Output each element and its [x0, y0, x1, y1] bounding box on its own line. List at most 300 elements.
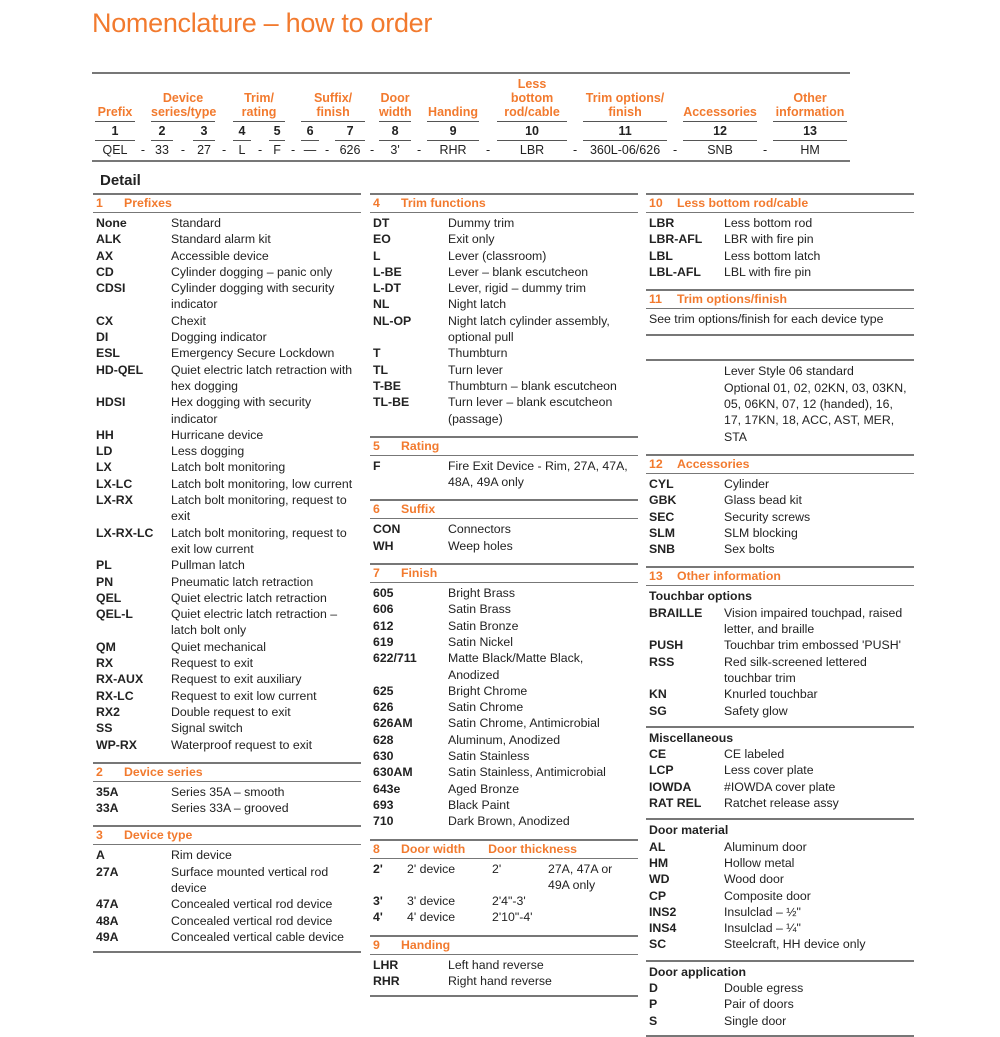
- option-description: Latch bolt monitoring: [171, 460, 286, 475]
- option-row: [373, 732, 635, 748]
- option-description: Knurled touchbar: [724, 687, 818, 702]
- option-code: 2': [373, 861, 383, 876]
- option-description: Insulclad – ¼": [724, 921, 801, 936]
- section-block: [93, 213, 361, 756]
- order-example-value: 33: [155, 143, 169, 157]
- order-gap: [218, 122, 230, 141]
- option-row: [649, 605, 911, 638]
- block-subtitle: Touchbar options: [649, 589, 752, 604]
- order-separator: -: [416, 143, 422, 157]
- option-row: [649, 525, 911, 541]
- option-row: [373, 231, 635, 247]
- order-position-label: 3: [193, 122, 215, 141]
- order-group-label: Other information: [773, 88, 847, 122]
- order-position-number: [494, 122, 570, 141]
- option-description: Bright Chrome: [448, 683, 528, 698]
- option-row: [649, 492, 911, 508]
- option-description: Satin Brass: [448, 602, 511, 617]
- option-description: Aged Bronze: [448, 781, 520, 796]
- option-description: Waterproof request to exit: [171, 737, 313, 752]
- thickness-note: [548, 893, 635, 909]
- option-description: Chexit: [171, 313, 206, 328]
- section-block: [370, 859, 638, 929]
- option-description: Quiet electric latch retraction – latch bolt only: [171, 607, 338, 638]
- option-code: D: [649, 980, 658, 995]
- option-row: [373, 394, 635, 427]
- section-block: [646, 213, 914, 283]
- option-row: [96, 557, 358, 573]
- option-code: 622/711: [373, 651, 417, 666]
- option-code: WP-RX: [96, 737, 137, 752]
- option-code: LBR: [649, 216, 675, 230]
- option-description: Satin Nickel: [448, 634, 513, 649]
- order-gap: [482, 73, 494, 122]
- option-description: Quiet electric latch retraction with hex dogging: [171, 362, 353, 393]
- option-code: 47A: [96, 897, 119, 912]
- option-description: Surface mounted vertical rod device: [171, 864, 329, 895]
- option-row: [96, 688, 358, 704]
- option-code: CP: [649, 888, 667, 903]
- option-code: LX: [96, 460, 112, 475]
- option-row: [649, 264, 911, 280]
- option-description: Double request to exit: [171, 704, 291, 719]
- door-thickness: 2': [492, 861, 502, 876]
- option-description: Dogging indicator: [171, 330, 267, 345]
- option-row: [96, 248, 358, 264]
- order-position-label: 4: [233, 122, 251, 141]
- order-position-label: 10: [497, 122, 567, 141]
- order-example-value: QEL: [102, 143, 128, 157]
- option-code: 606: [373, 602, 394, 617]
- order-header-row: [92, 73, 850, 122]
- section-number: 13: [649, 569, 663, 584]
- order-position-number: [332, 122, 368, 141]
- option-description: Satin Stainless: [448, 749, 530, 764]
- option-code: INS4: [649, 921, 677, 936]
- option-code: TL-BE: [373, 395, 410, 410]
- option-code: 626: [373, 700, 394, 715]
- option-code: T-BE: [373, 378, 402, 393]
- order-group-header: [298, 73, 368, 122]
- option-code: CON: [373, 522, 401, 537]
- option-description: Cylinder: [724, 476, 770, 491]
- option-code: 630AM: [373, 765, 413, 780]
- option-code: QEL-L: [96, 607, 133, 622]
- option-row: [96, 525, 358, 558]
- option-row: [373, 521, 635, 537]
- option-row: [373, 313, 635, 346]
- option-description: Left hand reverse: [448, 957, 544, 972]
- order-position-label: 12: [683, 122, 757, 141]
- option-row: [649, 980, 911, 996]
- option-code: KN: [649, 687, 667, 702]
- order-gap: [368, 73, 376, 122]
- option-code: SNB: [649, 542, 675, 557]
- order-group-label: Less bottom rod/cable: [497, 74, 567, 122]
- option-row: [649, 762, 911, 778]
- block-subtitle: Miscellaneous: [649, 730, 734, 745]
- option-row: [649, 746, 911, 762]
- order-group-header: [92, 73, 138, 122]
- order-position-number: [230, 122, 254, 141]
- section-title: Rating: [401, 438, 440, 453]
- order-gap: [288, 73, 298, 122]
- option-row: [649, 654, 911, 687]
- option-row: [649, 936, 911, 952]
- order-separator: -: [324, 143, 330, 157]
- option-code: CD: [96, 264, 114, 279]
- option-code: QEL: [96, 590, 122, 605]
- option-code: HM: [649, 855, 669, 870]
- order-separator: -: [485, 143, 491, 157]
- order-gap: [322, 122, 332, 141]
- option-description: Dark Brown, Anodized: [448, 814, 570, 829]
- option-code: GBK: [649, 493, 677, 508]
- order-separator: -: [180, 143, 186, 157]
- option-code: 626AM: [373, 716, 413, 731]
- order-separator: -: [290, 143, 296, 157]
- option-description: Less bottom rod: [724, 216, 813, 230]
- option-description: Latch bolt monitoring, low current: [171, 476, 353, 491]
- section-number: 2: [96, 764, 103, 779]
- option-code: AL: [649, 839, 666, 854]
- section-number: 9: [373, 937, 380, 952]
- section-block: [646, 586, 914, 721]
- option-row: [96, 459, 358, 475]
- option-code: 625: [373, 683, 394, 698]
- section-header: [370, 935, 638, 955]
- option-row: [649, 996, 911, 1012]
- option-description: Thumbturn – blank escutcheon: [448, 378, 617, 393]
- option-code: TL: [373, 362, 389, 377]
- option-code: 27A: [96, 864, 119, 879]
- option-row: [96, 864, 358, 897]
- option-code: WD: [649, 872, 670, 887]
- option-code: L: [373, 248, 381, 263]
- option-row: [373, 973, 635, 989]
- option-code: RSS: [649, 654, 675, 669]
- order-example-value: HM: [800, 143, 820, 157]
- option-description: Exit only: [448, 232, 495, 247]
- section-title: Accessories: [677, 456, 750, 471]
- option-row: [649, 380, 911, 445]
- option-description: Hex dogging with security indicator: [171, 395, 312, 426]
- option-code: RX-LC: [96, 688, 134, 703]
- option-description: Less dogging: [171, 444, 245, 459]
- section-header: [370, 499, 638, 519]
- option-description: LBR with fire pin: [724, 232, 814, 247]
- option-code: LBR-AFL: [649, 232, 703, 247]
- option-row: [649, 248, 911, 264]
- order-gap: [138, 73, 148, 122]
- order-position-number: [92, 122, 138, 141]
- option-row: [96, 313, 358, 329]
- order-position-number: [148, 122, 176, 141]
- section-block: [646, 309, 914, 330]
- option-description: Quiet electric latch retraction: [171, 590, 327, 605]
- option-code: [649, 363, 724, 379]
- order-example-value: 27: [197, 143, 211, 157]
- order-separator: -: [140, 143, 146, 157]
- option-description: Cylinder dogging – panic only: [171, 264, 333, 279]
- section-title: Device series: [124, 764, 203, 779]
- option-code: RX2: [96, 704, 120, 719]
- order-group-label: Accessories: [683, 102, 757, 122]
- option-row: [373, 748, 635, 764]
- option-code: 628: [373, 732, 394, 747]
- option-description: Aluminum door: [724, 839, 807, 854]
- option-code: IOWDA: [649, 779, 692, 794]
- option-description: Night latch cylinder assembly, optional pull: [448, 313, 610, 345]
- order-gap: [670, 73, 680, 122]
- option-description: Series 33A – grooved: [171, 801, 289, 816]
- option-description: Hurricane device: [171, 427, 264, 442]
- option-description: Glass bead kit: [724, 493, 802, 508]
- option-row: [649, 637, 911, 653]
- section-block: [370, 583, 638, 832]
- option-code: NL: [373, 297, 390, 312]
- option-description: Request to exit: [171, 656, 254, 671]
- option-description: Quiet mechanical: [171, 639, 267, 654]
- option-code: BRAILLE: [649, 605, 703, 620]
- section-number: 10: [649, 196, 663, 210]
- option-code: DI: [96, 330, 109, 345]
- option-row: [373, 781, 635, 797]
- option-code: ALK: [96, 232, 122, 247]
- option-row: [96, 896, 358, 912]
- order-gap: [176, 122, 190, 141]
- order-example-value: L: [238, 143, 246, 157]
- column-end-rule: [93, 951, 361, 953]
- option-row: [373, 458, 635, 491]
- section-title: Trim options/finish: [677, 292, 787, 307]
- order-gap: [368, 122, 376, 141]
- section-number: 12: [649, 456, 663, 471]
- option-row: [96, 847, 358, 863]
- option-code: SS: [96, 721, 113, 736]
- option-row: [649, 703, 911, 719]
- section-header: [646, 566, 914, 586]
- section-block: [646, 960, 914, 1032]
- order-group-header: [230, 73, 288, 122]
- option-description: Lever (classroom): [448, 248, 547, 263]
- order-position-number: [376, 122, 414, 141]
- order-gap: [482, 122, 494, 141]
- option-description: 4' device: [407, 910, 456, 925]
- option-row: [373, 601, 635, 617]
- option-description: SLM blocking: [724, 525, 798, 540]
- option-code: RHR: [373, 973, 400, 988]
- option-row: [373, 362, 635, 378]
- option-code: 619: [373, 634, 394, 649]
- option-code: SC: [649, 937, 667, 952]
- section-title: Device type: [124, 828, 193, 843]
- option-row: [649, 1013, 911, 1029]
- order-example-value: 626: [339, 143, 361, 157]
- option-row: [96, 720, 358, 736]
- option-row: [96, 215, 358, 231]
- option-code: L-DT: [373, 281, 401, 296]
- option-row: [373, 248, 635, 264]
- option-description: Signal switch: [171, 721, 243, 736]
- detail-column-3: [646, 193, 914, 1037]
- option-row: [96, 443, 358, 459]
- option-code: AX: [96, 248, 114, 263]
- option-code: RAT REL: [649, 796, 702, 811]
- option-row: [96, 329, 358, 345]
- order-group-header: [580, 73, 670, 122]
- option-description: Weep holes: [448, 538, 513, 553]
- option-code: ESL: [96, 346, 120, 361]
- section-title: Finish: [401, 566, 438, 581]
- option-description: Standard: [171, 216, 221, 230]
- thickness-note: 27A, 47A or 49A only: [548, 861, 613, 892]
- option-description: Emergency Secure Lockdown: [171, 346, 335, 361]
- option-code: CX: [96, 313, 114, 328]
- option-description: Lever – blank escutcheon: [448, 264, 589, 279]
- order-group-header: [376, 73, 414, 122]
- order-position-label: 9: [427, 122, 479, 141]
- order-group-header: [494, 73, 570, 122]
- option-code: SG: [649, 703, 667, 718]
- option-description: Dummy trim: [448, 216, 515, 230]
- page-title: Nomenclature – how to order: [92, 8, 433, 38]
- option-row: [373, 715, 635, 731]
- block-subtitle: Door material: [649, 823, 729, 838]
- section-header: [370, 839, 638, 859]
- option-code: [649, 380, 724, 445]
- option-row: [96, 639, 358, 655]
- option-code: INS2: [649, 904, 677, 919]
- order-gap: [218, 73, 230, 122]
- section-header: [93, 762, 361, 782]
- option-row: [373, 378, 635, 394]
- section-block: [370, 456, 638, 494]
- option-row: [96, 704, 358, 720]
- order-example-value: LBR: [519, 143, 545, 157]
- option-row: [649, 686, 911, 702]
- section-title-secondary: Door thickness: [488, 841, 577, 856]
- option-row: [373, 585, 635, 601]
- order-group-label: Device series/type: [151, 88, 215, 122]
- option-code: S: [649, 1013, 658, 1028]
- option-row: [373, 957, 635, 973]
- option-code: CE: [649, 747, 667, 762]
- option-row: [373, 634, 635, 650]
- order-example-value: SNB: [707, 143, 733, 157]
- option-description: Latch bolt monitoring, request to exit low current: [171, 525, 347, 556]
- order-position-label: 7: [335, 122, 365, 141]
- option-row: [649, 541, 911, 557]
- order-separator: -: [257, 143, 263, 157]
- option-row: [649, 795, 911, 811]
- order-gap: [138, 122, 148, 141]
- option-row: [649, 215, 911, 231]
- option-code: 612: [373, 618, 394, 633]
- option-row: [373, 264, 635, 280]
- order-group-label: Door width: [379, 88, 411, 122]
- section-number: 1: [96, 196, 103, 210]
- option-code: L-BE: [373, 264, 402, 279]
- option-code: PL: [96, 558, 112, 573]
- option-code: 33A: [96, 801, 119, 816]
- option-code: PN: [96, 574, 114, 589]
- section-header: [646, 193, 914, 213]
- option-description: Cylinder dogging with security indicator: [171, 281, 335, 312]
- option-description: Satin Chrome, Antimicrobial: [448, 716, 600, 731]
- option-description: Concealed vertical rod device: [171, 913, 333, 928]
- option-code: SLM: [649, 525, 675, 540]
- section-number: 3: [96, 828, 103, 843]
- option-description: Lever Style 06 standard: [724, 364, 854, 379]
- option-code: DT: [373, 216, 390, 230]
- option-row: [373, 296, 635, 312]
- section-header: [646, 289, 914, 309]
- order-gap: [670, 122, 680, 141]
- option-description: Optional 01, 02, 02KN, 03, 03KN, 05, 06KN, 07, 12 (handed), 16, 17, 17KN, 18, ACC, AST, MER, STA: [724, 380, 907, 444]
- option-description: Night latch: [448, 297, 507, 312]
- detail-heading: Detail: [100, 172, 141, 189]
- option-description: Safety glow: [724, 703, 788, 718]
- order-position-label: 8: [379, 122, 411, 141]
- option-code: LX-LC: [96, 476, 133, 491]
- option-code: 49A: [96, 929, 119, 944]
- order-position-label: 1: [95, 122, 135, 141]
- option-code: 710: [373, 814, 394, 829]
- section-block: [370, 519, 638, 557]
- order-separator: -: [572, 143, 578, 157]
- option-description: Matte Black/Matte Black, Anodized: [448, 651, 584, 682]
- section-block: [646, 359, 914, 447]
- order-example-value: F: [273, 143, 281, 157]
- option-description: Concealed vertical cable device: [171, 929, 344, 944]
- option-row: [373, 215, 635, 231]
- option-row: [96, 231, 358, 247]
- option-row: [96, 574, 358, 590]
- option-code: HD-QEL: [96, 362, 144, 377]
- option-description: Red silk-screened lettered touchbar trim: [724, 654, 867, 685]
- order-position-label: 13: [773, 122, 847, 141]
- order-position-number: [266, 122, 288, 141]
- order-example-value: 3': [390, 143, 400, 157]
- option-row: [96, 394, 358, 427]
- option-description: Latch bolt monitoring, request to exit: [171, 493, 347, 524]
- door-thickness: 2'4"-3': [492, 894, 526, 909]
- section-block: [93, 782, 361, 820]
- section-number: 7: [373, 566, 380, 581]
- option-description: CE labeled: [724, 747, 785, 762]
- section-block: [646, 726, 914, 814]
- option-description: Accessible device: [171, 248, 269, 263]
- option-description: Fire Exit Device - Rim, 27A, 47A, 48A, 49A only: [448, 458, 628, 490]
- option-row: [96, 476, 358, 492]
- option-row: [649, 855, 911, 871]
- option-code: 693: [373, 797, 394, 812]
- detail-column-1: [93, 193, 361, 953]
- option-description: 2' device: [407, 861, 456, 876]
- detail-column-2: [370, 193, 638, 997]
- order-group-label: Prefix: [95, 102, 135, 122]
- option-description: LBL with fire pin: [724, 264, 812, 279]
- option-description: 3' device: [407, 894, 456, 909]
- option-description: Satin Bronze: [448, 618, 519, 633]
- option-row: [649, 509, 911, 525]
- option-row: [373, 618, 635, 634]
- option-description: Wood door: [724, 872, 784, 887]
- section-block: [646, 334, 914, 355]
- order-number-row: [92, 122, 850, 141]
- option-row: [96, 929, 358, 945]
